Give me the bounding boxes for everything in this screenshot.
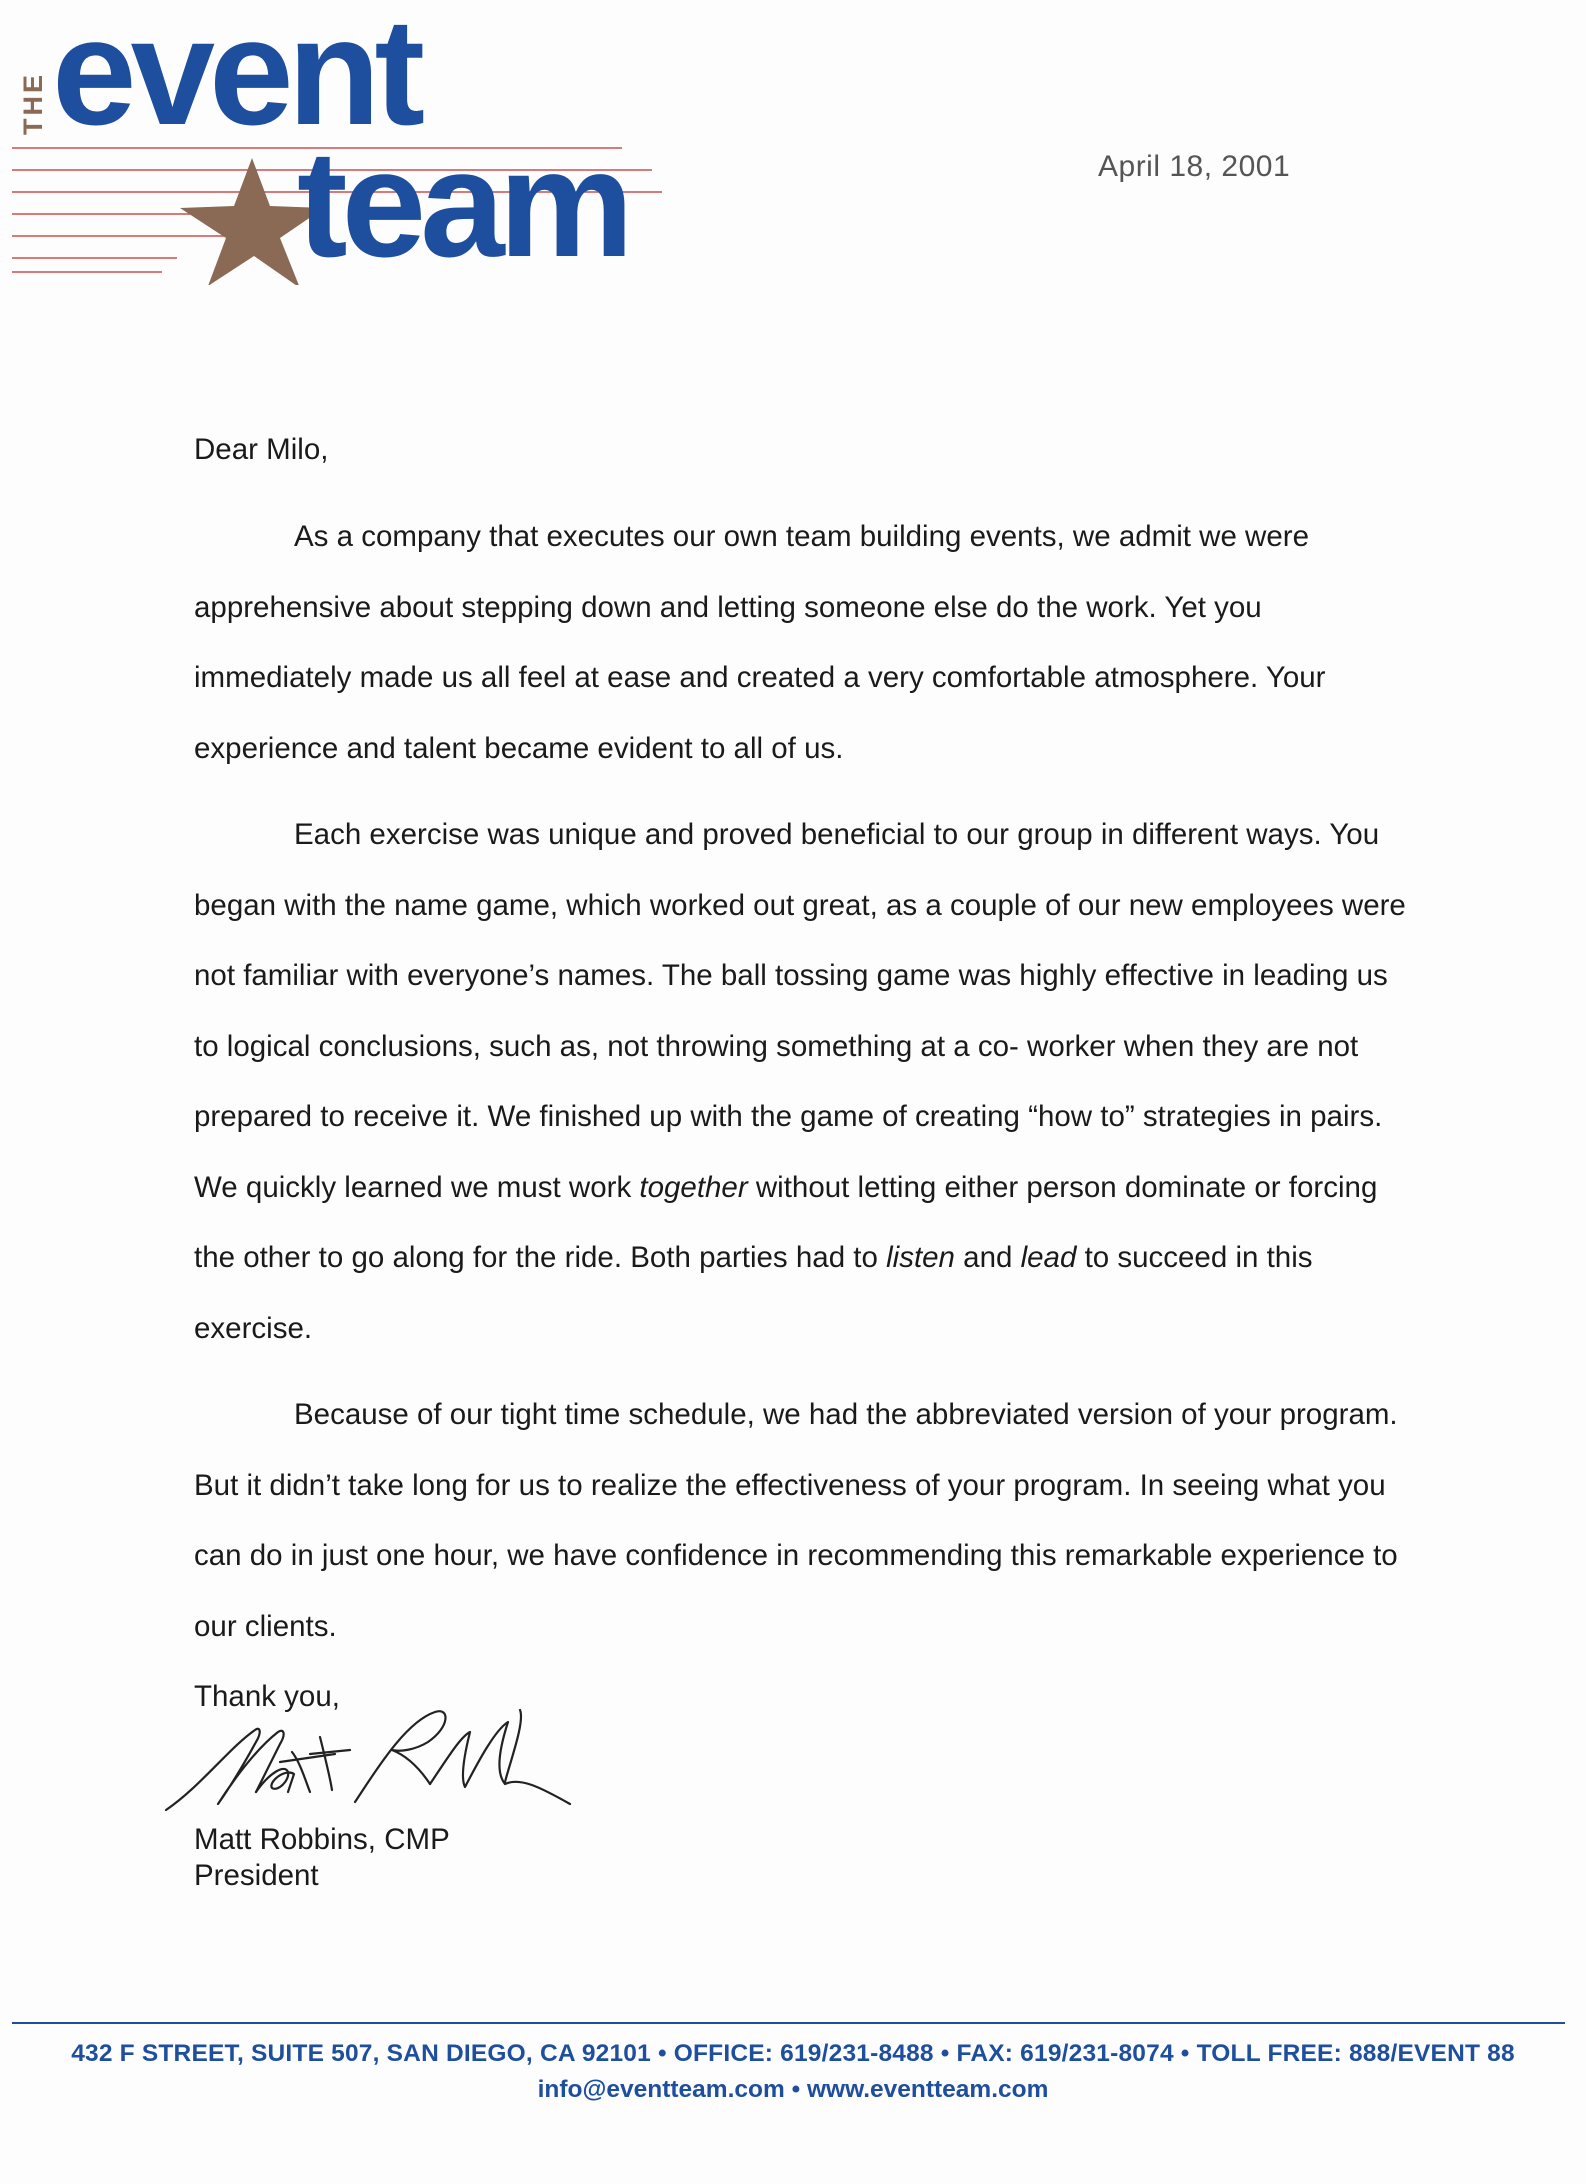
paragraph-2-line: creating “how to” strategies in pairs. We quickly learned we must work [194,1100,1383,1204]
logo-event-text: event [52,0,420,157]
signer-block [194,1822,450,1894]
footer-divider [12,2022,1565,2024]
paragraph-3-line: program. But it didn’t take long for us to realize the effectiveness of your program. In [194,1398,1398,1502]
emphasis-lead: lead [1020,1241,1077,1274]
closing: Thank you, [194,1680,340,1713]
footer-contact: info@eventteam.com • www.eventteam.com [537,2076,1049,2103]
paragraph-1-line: immediately made us all feel at ease and created a very comfortable atmosphere. Your [194,661,1326,694]
paragraph-3-line: seeing what you can do in just one hour, we have confidence in recommending this [194,1468,1386,1572]
paragraph-2-line: had to [795,1241,887,1274]
emphasis-listen: listen [886,1241,955,1274]
paragraph-2-line: to succeed in this exercise. [194,1241,1313,1345]
paragraph-3-line: Because of our tight time schedule, we had the abbreviated version of your [294,1398,1272,1431]
logo-the-text: THE [18,72,48,135]
paragraph-2-line: employees were not familiar with everyone’s names. The ball tossing game was highly [194,888,1406,992]
paragraph-2-line: letting either person dominate or forcing the other to go along for the ride. Both parties [194,1170,1378,1274]
paragraph-1-line: As a company that executes our own team building events, we admit we were [294,520,1309,553]
paragraph-2-line: worker when they are not prepared to receive it. We finished up with the game of [194,1029,1359,1133]
paragraph-1-line: apprehensive about stepping down and letting someone else do the work. Yet you [194,590,1262,624]
paragraph-2-line: effective in leading us to logical conclusions, such as, not throwing something at a co- [194,959,1388,1063]
emphasis-together: together [639,1170,748,1204]
paragraph-2-line: You began with the name game, which worked out great, as a couple of our new [194,818,1380,922]
company-logo [12,0,672,289]
paragraph-2-line: and [954,1241,1021,1274]
paragraph-2 [194,800,1414,1364]
paragraph-2-line: without [747,1170,850,1204]
paragraph-1-line: experience and talent became evident to all of us. [194,731,844,765]
footer-address: 432 F STREET, SUITE 507, SAN DIEGO, CA 92101 • OFFICE: 619/231-8488 • FAX: 619/231-8074 • TOLL FREE: 888/EVENT 88 [71,2040,1515,2067]
letter-date: April 18, 2001 [1098,150,1291,183]
letter-body [194,432,1414,1662]
salutation: Dear Milo, [194,433,329,466]
paragraph-2-line: Each exercise was unique and proved beneficial to our group in different ways. [294,818,1322,851]
logo-team-text: team [297,119,628,289]
signer-name: Matt Robbins, CMP [194,1823,450,1856]
paragraph-3-line: remarkable experience to our clients. [194,1539,1398,1643]
signer-title: President [194,1859,319,1892]
paragraph-1 [194,502,1414,784]
paragraph-3 [194,1380,1414,1662]
handwritten-signature [160,1692,600,1822]
